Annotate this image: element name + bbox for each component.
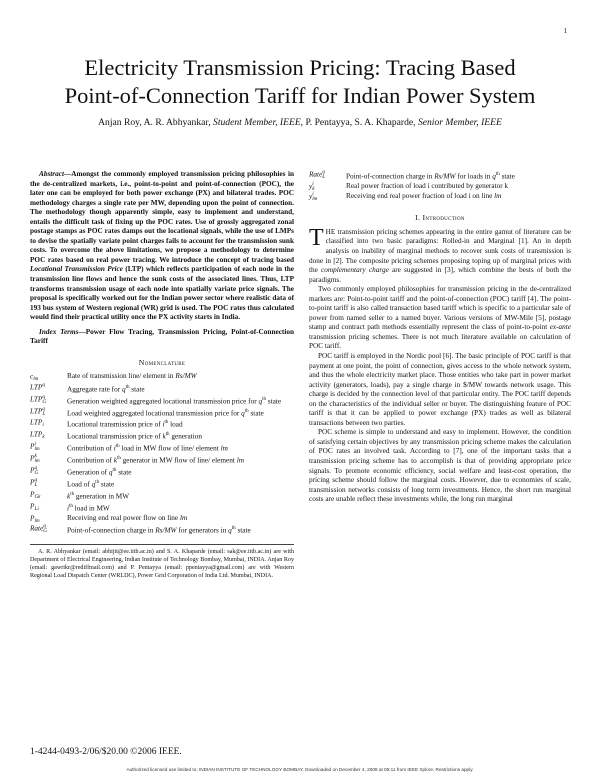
intro-paragraph-3: POC tariff is employed in the Nordic pool [6]. The basic principle of POC tariff is that payment at one point, the point of connection, gives access to the whole network system, and thus the whole electricity market place. Those entities who take part in power market activity (generators, loads), pay a single charge in $/MW towards network usage. This charge is decided by the connection level of that particular entity. The POC tariff depends on the characteristics of the individual seller or buyer. The distinguishing feature of POC tariff is that it can be applied to power exchange (PX) trades as well as bilateral transactions between two parties. — [309, 352, 571, 427]
nomenclature-entry — [30, 395, 294, 407]
nomenclature-definition: Rate of transmission line/ element in Rs/MW — [67, 372, 197, 381]
nomenclature-symbol: P q G — [30, 465, 39, 477]
nomenclature-symbol: P i lm — [30, 441, 40, 453]
nomenclature-entry — [30, 478, 294, 490]
nomenclature-definition: Locational transmission price of $i^{th}$ load — [67, 420, 183, 429]
abstract — [30, 170, 294, 323]
nomenclature-continued-definition: Receiving end real power fraction of load i on line lm — [346, 192, 502, 201]
intro-p1-emphasis: complementary charge — [321, 266, 389, 275]
nomenclature-entry — [30, 372, 294, 382]
abstract-text-1: —Amongst the commonly employed transmission pricing philosophies in the de-centralized markets, i.e., point-to-point and point-of-connection (POC), the later one can be employed for both power exchange (PX) and bilateral trades. POC methodology charges a single rate per MW, depending upon the point of connection. The methodology though apparently simple, easy to implement and understand, entails the difficult task of fixing up the POC rates. Use of grossly aggregated zonal postage stamps as POC rates damps out the locational signals, while the use of LMPs to devise the spatially variate point charges fails to account for the transmission sunk costs. To overcome the above limitations, we propose a methodology to determine POC rates based on real power tracing. We introduce the concept of tracing based — [30, 170, 294, 264]
intro-p2-text-b: transmission pricing schemes. There is not much literature available on calculation of POC tariff. — [309, 332, 571, 351]
nomenclature-list — [30, 372, 294, 536]
intro-p2-emphasis: ex-ante — [549, 323, 571, 332]
nomenclature-entry — [30, 490, 294, 502]
title-line-2: Point-of-Connection Tariff for Indian Power System — [64, 83, 536, 108]
nomenclature-continued-definition: Real power fraction of load i contributed by generator k — [346, 181, 509, 190]
nomenclature-continued-symbol: y i lm — [309, 191, 318, 203]
author-affiliation-footnote: A. R. Abhyankar (email: abhijit@ee.iitb.ac.in) and S. A. Khaparde (email: sak@ee.iitb.ac.in) are with Department of Electrical Engineering, Indian Institute of Technology Bombay, Mumbai, INDIA. Anjan Roy (email: gawrikr@rediffmail.com) and P. Pentayya (email: ppentayya@gmail.com) are with Western Regional Load Dispatch Center (WRLDC), Power Grid Corporation of India Ltd. Mumbai, INDIA. — [30, 544, 294, 581]
authors-role-2: Senior Member, IEEE — [417, 117, 502, 128]
index-terms-label: Index Terms — [39, 327, 79, 336]
nomenclature-symbol: Rate q G — [30, 523, 48, 535]
nomenclature-definition: $i^{th}$ load in MW — [67, 504, 110, 513]
nomenclature-continued-symbol: y i k — [309, 180, 315, 192]
nomenclature-definition: Point-of-connection charge in Rs/MW for generators in $q^{th}$ state — [67, 526, 251, 535]
nomenclature-continued-symbol: Rate q L — [309, 169, 326, 180]
nomenclature-entry — [30, 466, 294, 478]
nomenclature-definition: Load weighted aggregated locational transmission price for $q^{th}$ state — [67, 408, 264, 417]
authors-part-2: P. Pentayya, S. A. Khaparde, — [305, 117, 416, 128]
nomenclature-heading: Nomenclature — [138, 357, 186, 367]
nomenclature-entry — [30, 442, 294, 454]
copyright-notice: 1-4244-0493-2/06/$20.00 ©2006 IEEE. — [30, 747, 182, 757]
nomenclature-definition: Contribution of $i^{th}$ load in MW flow of line/ element lm — [67, 444, 228, 453]
nomenclature-continued-definition: Point-of-connection charge in Rs/MW for loads in $q^{th}$ state — [346, 172, 515, 181]
intro-paragraph-1 — [309, 224, 571, 285]
nomenclature-entry — [30, 407, 294, 419]
nomenclature-symbol: P k lm — [30, 453, 40, 465]
intro-paragraph-2 — [309, 285, 571, 352]
authors-part-1: Anjan Roy, A. R. Abhyankar, — [98, 117, 211, 128]
nomenclature-definition: Receiving end real power flow on line lm — [67, 514, 188, 523]
page-number: 1 — [563, 27, 567, 35]
nomenclature-continued-entry — [309, 192, 571, 202]
nomenclature-definition: Load of $q^{th}$ state — [67, 480, 115, 489]
nomenclature-symbol: P lm — [30, 514, 40, 525]
nomenclature-symbol: LTP q — [30, 381, 45, 392]
nomenclature-definition: Contribution of $k^{th}$ generator in MW flow of line/ element lm — [67, 456, 244, 465]
abstract-label: Abstract — [39, 170, 64, 178]
nomenclature-symbol: P Li — [30, 502, 39, 513]
nomenclature-symbol: LTP i — [30, 419, 44, 429]
abstract-text-2: (LTP) which reflects participation of each node in the transmission line flows and hence the sunk costs of the associated lines. Thus, LTP transforms transmission usage of each node into spatially variate price signals. The proposal is specifically worked out for the Indian power sector where realistic data of 193 bus system of Western regional (WR) grid is used. The POC rates thus calculated would find their practical utility once the PX activity starts in India. — [30, 265, 294, 322]
intro-paragraph-4: POC scheme is simple to understand and easy to implement. However, the condition of satisfying certain objectives by any transmission pricing scheme makes the calculation of POC rates an involved task. According to [7], one of the important tasks that a transmission pricing scheme has to accomplish is that of providing appropriate price signals. To promote economic efficiency, social welfare and least-cost operation, the pricing scheme should follow the marginal costs. However, due to economies of scale, transmission networks consists of long term investments. Hence, the short run marginal costs are unable reflect these investments while, the long run marginal — [309, 428, 571, 504]
nomenclature-definition: $k^{th}$ generation in MW — [67, 492, 130, 501]
index-terms — [30, 328, 294, 347]
nomenclature-entry — [30, 383, 294, 395]
introduction-heading: I. Introduction — [415, 213, 465, 223]
nomenclature-symbol: LTP k — [30, 431, 45, 441]
nomenclature-definition: Locational transmission price of $k^{th}$ generation — [67, 432, 202, 441]
drop-cap: T — [309, 224, 324, 251]
left-column — [30, 170, 294, 581]
nomenclature-definition: Generation of $q^{th}$ state — [67, 468, 132, 477]
authors-role-1: Student Member, IEEE, — [213, 117, 304, 128]
nomenclature-symbol: LTP q L — [30, 405, 46, 417]
author-list — [0, 117, 600, 128]
right-column — [309, 170, 571, 505]
nomenclature-entry — [30, 524, 294, 536]
nomenclature-symbol: c lm — [30, 373, 39, 383]
nomenclature-definition: Aggregate rate for $q^{th}$ state — [67, 384, 145, 393]
nomenclature-entry — [30, 418, 294, 430]
nomenclature-list-continued — [309, 170, 571, 202]
nomenclature-entry — [30, 430, 294, 442]
nomenclature-entry — [30, 502, 294, 514]
nomenclature-entry — [30, 454, 294, 466]
license-notice: Authorized licensed use limited to: INDIAN INSTITUTE OF TECHNOLOGY BOMBAY. Downloaded on December 4, 2008 at 05:11 from IEEE Xplore. Restrictions apply. — [126, 767, 474, 772]
nomenclature-symbol: P Gk — [30, 490, 41, 501]
nomenclature-continued-entry — [309, 182, 571, 192]
intro-p1-text-a: HE transmission pricing schemes appearing in the entire gamut of literature can be classified into two basic paradigms: Rolled-in and Marginal [1]. An in depth analysis on inability of marginal methods to recover sunk costs of transmission is done in [2]. The composite pricing schemes proposing toping up of marginal prices with the — [309, 227, 571, 275]
intro-p1-text-b: are suggested in [3], which combine the bests of both the paradigms. — [309, 266, 571, 284]
abstract-emphasis: Locational Transmission Price — [30, 265, 123, 274]
nomenclature-continued-entry — [309, 170, 571, 182]
nomenclature-entry — [30, 514, 294, 524]
nomenclature-symbol: P q L — [30, 477, 38, 489]
title-line-1: Electricity Transmission Pricing: Tracing Based — [84, 55, 516, 80]
index-terms-text: —Power Flow Tracing, Transmission Pricing, Point-of-Connection Tariff — [30, 327, 295, 346]
paper-title — [0, 54, 600, 110]
nomenclature-symbol: LTP q G — [30, 393, 47, 405]
nomenclature-definition: Generation weighted aggregated locational transmission price for $q^{th}$ state — [67, 396, 282, 405]
intro-p2-text-a: Two commonly employed philosophies for transmission pricing in the de-centralized markets are: Point-to-point tariff and the point-of-connection (POC) tariff [4]. The point-to-point tariff is also called transaction based tariff which is specific to a particular sale of power from named seller to a named buyer. Various versions of MW-Mile [5], postage stamp and contract path methods essentially represent the class of point-to-point — [309, 285, 571, 332]
